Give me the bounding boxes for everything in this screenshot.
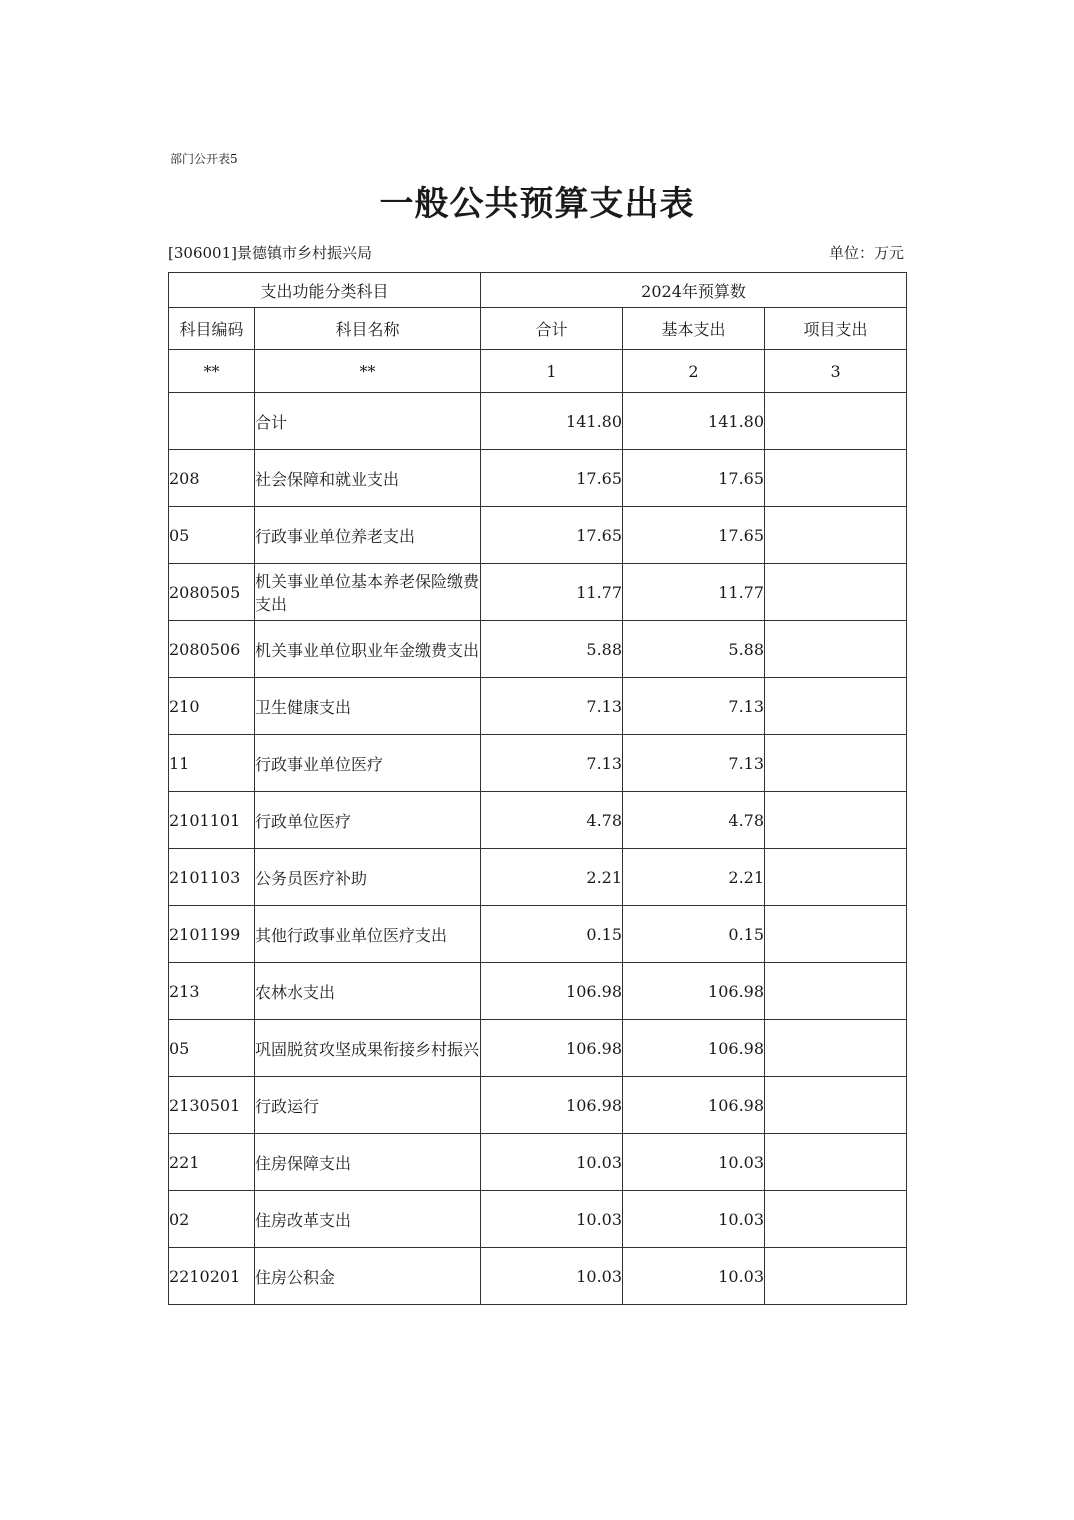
code-cell: 2130501 (169, 1077, 255, 1134)
index-total: 1 (481, 350, 623, 393)
basic-cell: 10.03 (623, 1134, 765, 1191)
table-row (169, 1020, 907, 1077)
index-name: ** (255, 350, 481, 393)
basic-header: 基本支出 (623, 308, 765, 350)
project-cell (765, 564, 907, 621)
code-header: 科目编码 (169, 308, 255, 350)
code-cell: 2080506 (169, 621, 255, 678)
code-cell: 2210201 (169, 1248, 255, 1305)
basic-cell: 10.03 (623, 1248, 765, 1305)
project-cell (765, 507, 907, 564)
name-header: 科目名称 (255, 308, 481, 350)
total-cell: 4.78 (481, 792, 623, 849)
basic-cell: 17.65 (623, 450, 765, 507)
page-title: 一般公共预算支出表 (379, 184, 695, 224)
basic-cell: 10.03 (623, 1191, 765, 1248)
name-cell: 行政事业单位养老支出 (255, 507, 481, 564)
name-cell: 行政运行 (255, 1077, 481, 1134)
table-row (169, 1077, 907, 1134)
index-project: 3 (765, 350, 907, 393)
project-cell (765, 849, 907, 906)
basic-cell: 11.77 (623, 564, 765, 621)
code-cell: 05 (169, 507, 255, 564)
table-row (169, 735, 907, 792)
name-cell: 合计 (255, 393, 481, 450)
code-cell: 213 (169, 963, 255, 1020)
name-cell: 住房改革支出 (255, 1191, 481, 1248)
name-cell: 巩固脱贫攻坚成果衔接乡村振兴 (255, 1020, 481, 1077)
expenditure-table (168, 272, 907, 1305)
unit-label: 单位：万元 (828, 244, 904, 262)
total-cell: 10.03 (481, 1248, 623, 1305)
total-cell: 7.13 (481, 678, 623, 735)
table-row (169, 849, 907, 906)
name-cell: 其他行政事业单位医疗支出 (255, 906, 481, 963)
name-cell: 住房公积金 (255, 1248, 481, 1305)
name-cell: 住房保障支出 (255, 1134, 481, 1191)
name-cell: 行政事业单位医疗 (255, 735, 481, 792)
basic-cell: 141.80 (623, 393, 765, 450)
project-cell (765, 678, 907, 735)
total-cell: 7.13 (481, 735, 623, 792)
project-cell (765, 1134, 907, 1191)
total-cell: 11.77 (481, 564, 623, 621)
project-cell (765, 450, 907, 507)
classification-header: 支出功能分类科目 (169, 273, 481, 308)
name-cell: 行政单位医疗 (255, 792, 481, 849)
total-cell: 106.98 (481, 1020, 623, 1077)
department-name: [306001]景德镇市乡村振兴局 (168, 244, 372, 262)
basic-cell: 17.65 (623, 507, 765, 564)
project-header: 项目支出 (765, 308, 907, 350)
project-cell (765, 906, 907, 963)
code-cell (169, 393, 255, 450)
total-cell: 10.03 (481, 1134, 623, 1191)
code-cell: 2101101 (169, 792, 255, 849)
table-row (169, 621, 907, 678)
basic-cell: 106.98 (623, 1077, 765, 1134)
project-cell (765, 963, 907, 1020)
code-cell: 2101103 (169, 849, 255, 906)
total-cell: 106.98 (481, 963, 623, 1020)
code-cell: 2080505 (169, 564, 255, 621)
code-cell: 210 (169, 678, 255, 735)
project-cell (765, 1020, 907, 1077)
total-cell: 10.03 (481, 1191, 623, 1248)
basic-cell: 0.15 (623, 906, 765, 963)
code-cell: 208 (169, 450, 255, 507)
table-row (169, 1248, 907, 1305)
table-row (169, 1134, 907, 1191)
basic-cell: 7.13 (623, 735, 765, 792)
table-body (169, 393, 907, 1305)
table-row (169, 906, 907, 963)
table-row (169, 963, 907, 1020)
group-header-row (169, 273, 907, 308)
form-label: 部门公开表5 (170, 152, 238, 166)
total-cell: 141.80 (481, 393, 623, 450)
basic-cell: 7.13 (623, 678, 765, 735)
name-cell: 社会保障和就业支出 (255, 450, 481, 507)
code-cell: 221 (169, 1134, 255, 1191)
index-code: ** (169, 350, 255, 393)
project-cell (765, 1191, 907, 1248)
column-header-row (169, 308, 907, 350)
project-cell (765, 1077, 907, 1134)
name-cell: 农林水支出 (255, 963, 481, 1020)
table-row (169, 507, 907, 564)
table-row (169, 678, 907, 735)
name-cell: 机关事业单位基本养老保险缴费支出 (255, 564, 481, 621)
name-cell: 机关事业单位职业年金缴费支出 (255, 621, 481, 678)
index-row (169, 350, 907, 393)
table-row (169, 564, 907, 621)
basic-cell: 106.98 (623, 963, 765, 1020)
project-cell (765, 1248, 907, 1305)
name-cell: 卫生健康支出 (255, 678, 481, 735)
project-cell (765, 621, 907, 678)
table-row (169, 450, 907, 507)
table-row (169, 1191, 907, 1248)
name-cell: 公务员医疗补助 (255, 849, 481, 906)
total-cell: 2.21 (481, 849, 623, 906)
total-cell: 106.98 (481, 1077, 623, 1134)
code-cell: 02 (169, 1191, 255, 1248)
table-row (169, 393, 907, 450)
code-cell: 11 (169, 735, 255, 792)
basic-cell: 4.78 (623, 792, 765, 849)
total-cell: 17.65 (481, 450, 623, 507)
total-header: 合计 (481, 308, 623, 350)
basic-cell: 106.98 (623, 1020, 765, 1077)
total-cell: 0.15 (481, 906, 623, 963)
total-cell: 17.65 (481, 507, 623, 564)
project-cell (765, 735, 907, 792)
index-basic: 2 (623, 350, 765, 393)
basic-cell: 5.88 (623, 621, 765, 678)
table-row (169, 792, 907, 849)
project-cell (765, 792, 907, 849)
project-cell (765, 393, 907, 450)
basic-cell: 2.21 (623, 849, 765, 906)
code-cell: 05 (169, 1020, 255, 1077)
code-cell: 2101199 (169, 906, 255, 963)
total-cell: 5.88 (481, 621, 623, 678)
budget-year-header: 2024年预算数 (481, 273, 907, 308)
